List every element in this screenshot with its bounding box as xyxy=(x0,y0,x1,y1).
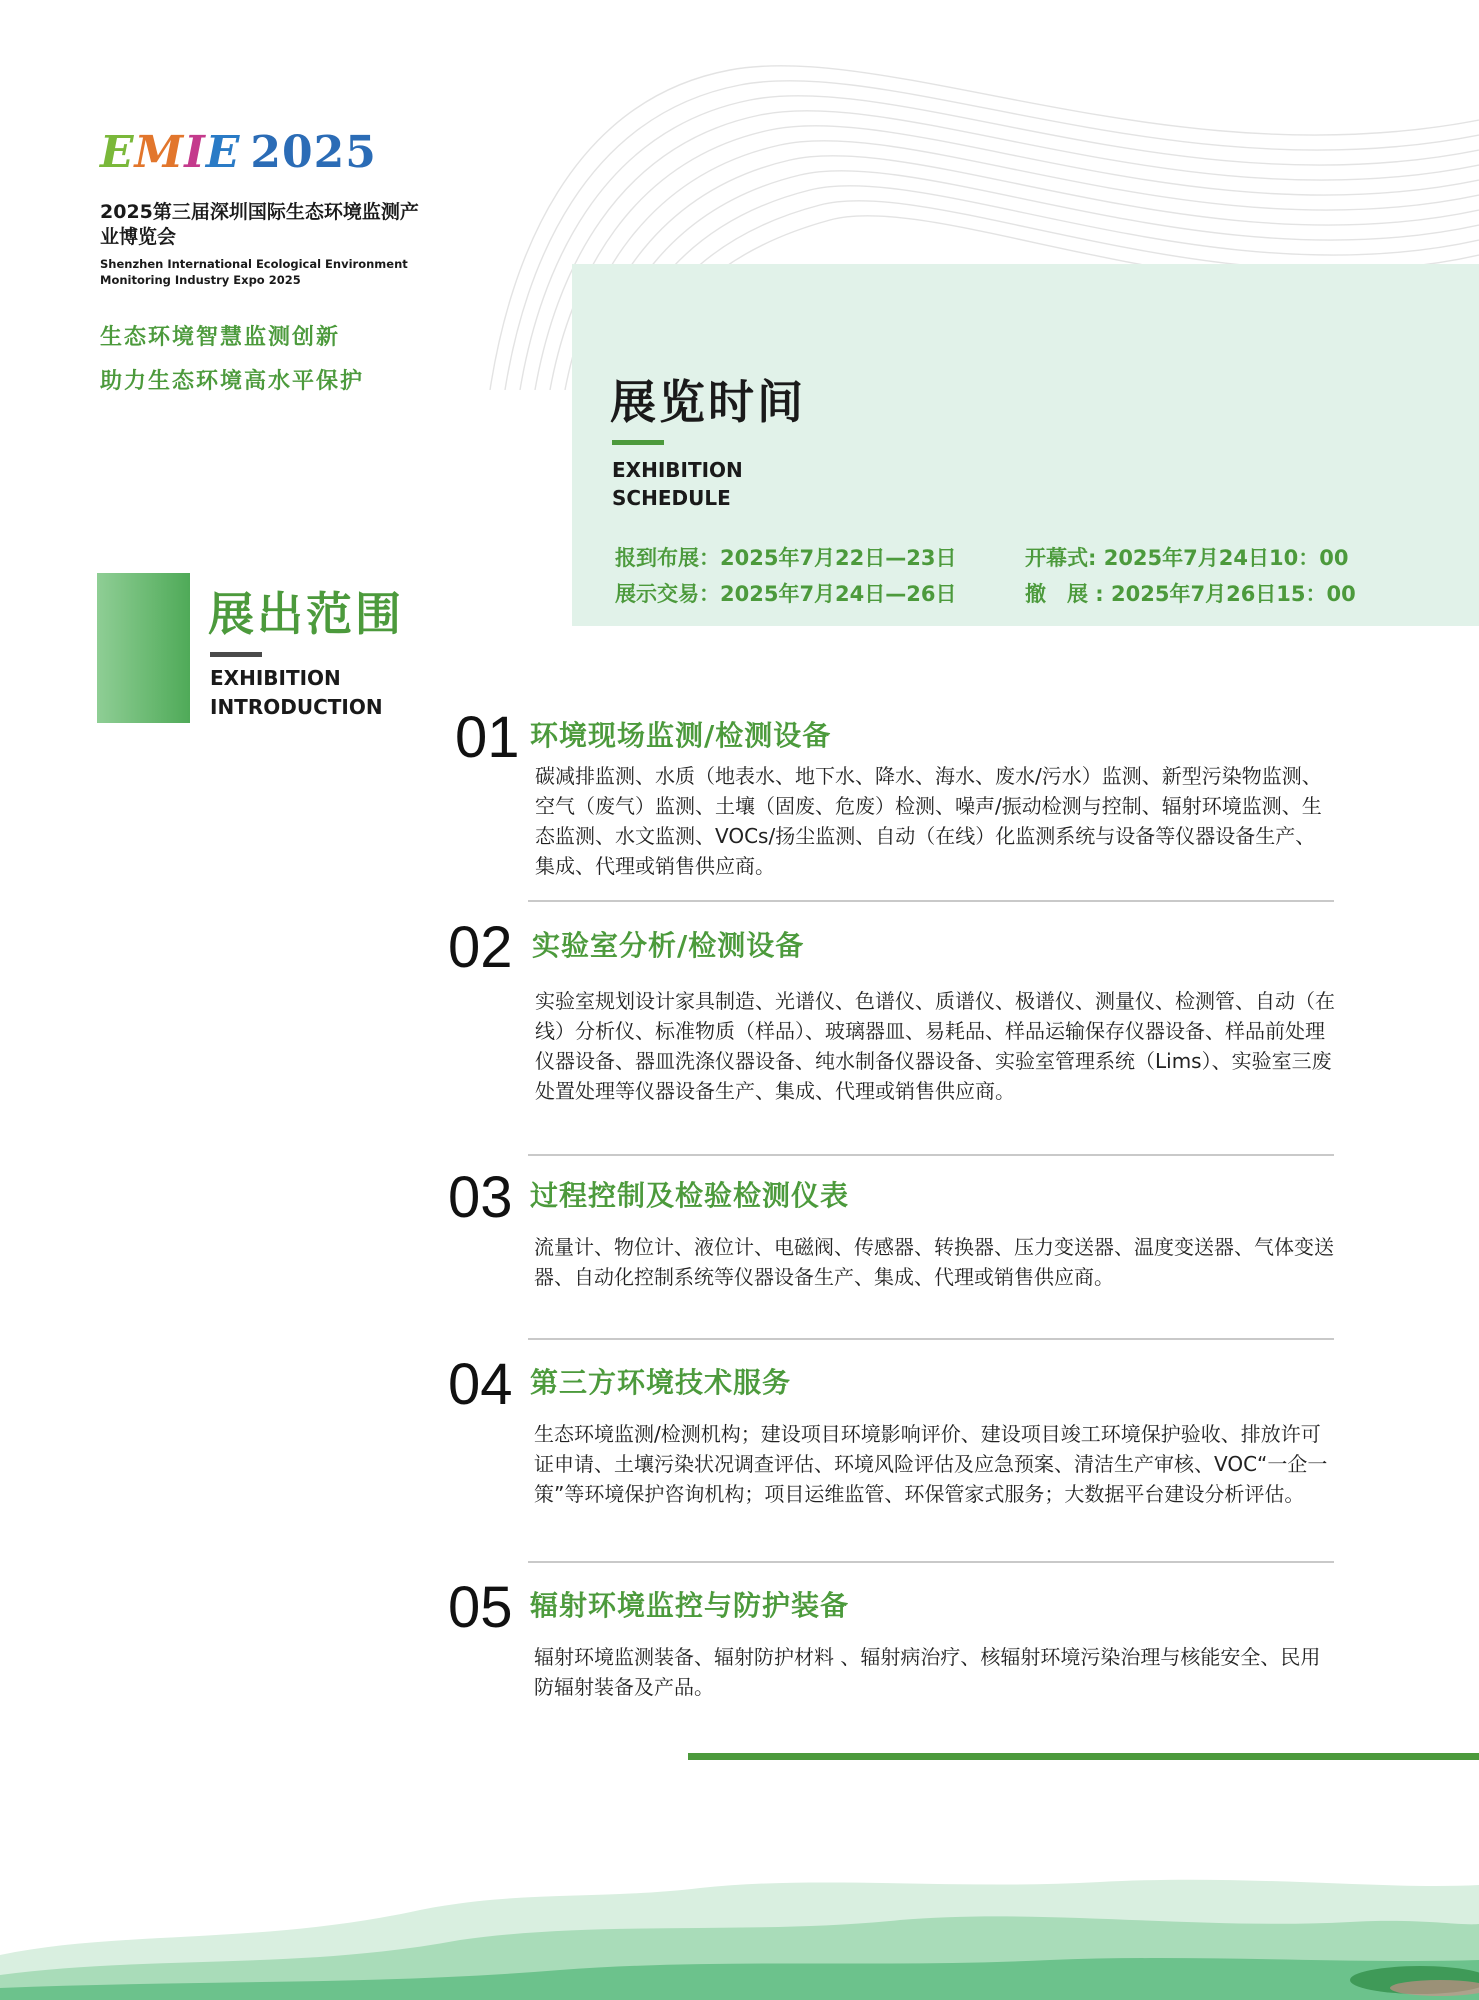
category-number: 05 xyxy=(448,1575,513,1640)
schedule-teardown: 撤 展 : 2025年7月26日15：00 xyxy=(1025,582,1356,606)
category-title: 辐射环境监控与防护装备 xyxy=(530,1589,850,1622)
section-divider xyxy=(528,1561,1334,1563)
category-number: 04 xyxy=(448,1352,513,1417)
intro-title-underline xyxy=(210,652,262,657)
category-description: 碳减排监测、水质（地表水、地下水、降水、海水、废水/污水）监测、新型污染物监测、空气（废气）监测、土壤（固废、危废）检测、噪声/振动检测与控制、辐射环境监测、生态监测、水文监测、VOCs/扬尘监测、自动（在线）化监测系统与设备等仪器设备生产、集成、代理或销售供应商。 xyxy=(535,764,1322,878)
schedule-trading: 展示交易：2025年7月24日—26日 xyxy=(615,582,957,606)
logo-wordmark xyxy=(100,128,377,178)
category-title: 实验室分析/检测设备 xyxy=(532,929,805,962)
category-description: 生态环境监测/检测机构；建设项目环境影响评价、建设项目竣工环境保护验收、排放许可证申请、土壤污染状况调查评估、环境风险评估及应急预案、清洁生产审核、VOC“一企一策”等环境保护咨询机构；项目运维监管、环保管家式服务；大数据平台建设分析评估。 xyxy=(534,1422,1328,1506)
schedule-title: 展览时间 xyxy=(610,375,806,429)
logo-letter: E xyxy=(100,127,135,178)
section-divider xyxy=(528,900,1334,902)
category-number: 03 xyxy=(448,1165,513,1230)
slogan-line-2: 助力生态环境高水平保护 xyxy=(100,369,365,394)
logo-letter: E xyxy=(205,127,241,178)
category-title: 环境现场监测/检测设备 xyxy=(530,719,832,752)
expo-logo xyxy=(100,128,377,178)
intro-subtitle-en: EXHIBITION INTRODUCTION xyxy=(210,666,383,719)
schedule-title-underline xyxy=(612,440,664,445)
intro-accent-block xyxy=(97,573,190,723)
category-description: 实验室规划设计家具制造、光谱仪、色谱仪、质谱仪、极谱仪、测量仪、检测管、自动（在线）分析仪、标准物质（样品）、玻璃器皿、易耗品、样品运输保存仪器设备、样品前处理仪器设备、器皿洗涤仪器设备、纯水制备仪器设备、实验室管理系统（Lims）、实验室三废处置处理等仪器设备生产、集成、代理或销售供应商。 xyxy=(535,989,1335,1103)
expo-name-en: Shenzhen International Ecological Environment Monitoring Industry Expo 2025 xyxy=(100,257,408,287)
schedule-subtitle-en: EXHIBITION SCHEDULE xyxy=(612,458,743,510)
category-title: 过程控制及检验检测仪表 xyxy=(530,1179,850,1212)
category-description: 流量计、物位计、液位计、电磁阀、传感器、转换器、压力变送器、温度变送器、气体变送器、自动化控制系统等仪器设备生产、集成、代理或销售供应商。 xyxy=(534,1235,1334,1289)
category-number: 02 xyxy=(448,915,513,980)
category-number: 01 xyxy=(455,705,520,770)
section-divider xyxy=(528,1154,1334,1156)
bottom-accent-line xyxy=(688,1753,1479,1760)
category-title: 第三方环境技术服务 xyxy=(530,1366,792,1399)
schedule-opening: 开幕式: 2025年7月24日10：00 xyxy=(1025,546,1349,570)
logo-year: 2025 xyxy=(250,127,377,178)
schedule-setup: 报到布展：2025年7月22日—23日 xyxy=(615,546,957,570)
logo-letter: I xyxy=(184,127,206,178)
category-description: 辐射环境监测装备、辐射防护材料 、辐射病治疗、核辐射环境污染治理与核能安全、民用防辐射装备及产品。 xyxy=(534,1645,1321,1699)
logo-letter: M xyxy=(134,127,185,178)
decorative-landscape-wave xyxy=(0,1860,1479,2000)
expo-name-cn: 2025第三届深圳国际生态环境监测产业博览会 xyxy=(100,201,419,248)
section-divider xyxy=(528,1338,1334,1340)
intro-title: 展出范围 xyxy=(208,587,404,641)
slogan-line-1: 生态环境智慧监测创新 xyxy=(100,325,341,350)
